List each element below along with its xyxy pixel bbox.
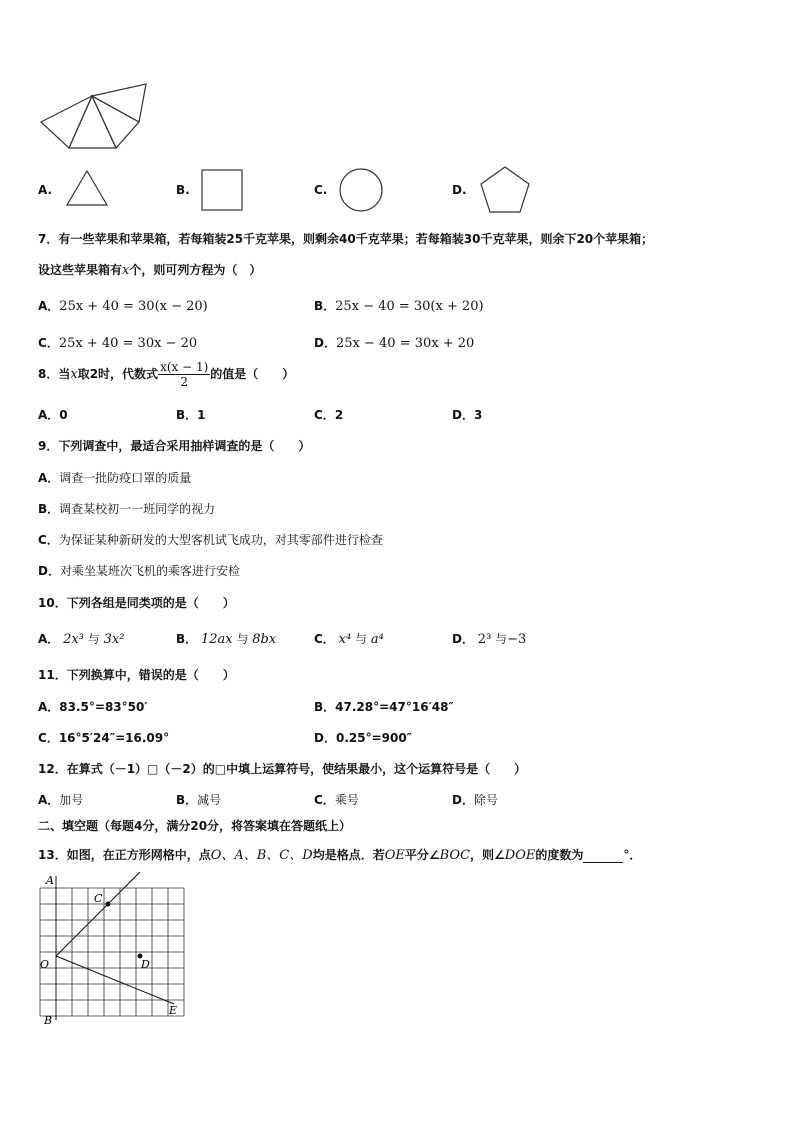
q8-option-d: D．3 xyxy=(452,408,483,422)
q9-stem: 9．下列调查中，最适合采用抽样调查的是（ ） xyxy=(38,439,311,453)
q7-option-c: C．25x + 40 = 30x − 20 xyxy=(38,336,198,351)
q11-option-c: C．16°5′24″=16.09° xyxy=(38,731,170,745)
q10-option-a: A． 2x³ 与 3x² xyxy=(38,632,125,647)
q7-stem-line1: 7．有一些苹果和苹果箱，若每箱装25千克苹果，则剩余40千克苹果；若每箱装30千克苹果，则余下20个苹果箱； xyxy=(38,232,654,246)
q6-net-figure xyxy=(38,80,198,160)
q10-option-d: D． 2³ 与−3 xyxy=(452,632,527,647)
q7-option-a: A．25x + 40 = 30(x − 20) xyxy=(38,299,208,314)
q12-option-b: B．减号 xyxy=(176,793,222,807)
circle-shape xyxy=(338,167,384,213)
q12-option-a: A．加号 xyxy=(38,793,84,807)
label-e: E xyxy=(169,1004,178,1017)
q13-grid-figure xyxy=(36,870,186,1030)
q10-option-b: B． 12ax 与 8bx xyxy=(176,632,277,647)
q8-option-c: C．2 xyxy=(314,408,344,422)
pentagon-shape xyxy=(477,164,533,216)
q11-stem: 11．下列换算中，错误的是（ ） xyxy=(38,668,235,682)
q9-option-d: D．对乘坐某班次飞机的乘客进行安检 xyxy=(38,564,240,578)
ray-oc xyxy=(56,872,140,956)
label-o: O xyxy=(40,958,50,971)
q8-option-b: B．1 xyxy=(176,408,206,422)
label-b: B xyxy=(44,1014,53,1027)
q7-option-b: B．25x − 40 = 30(x + 20) xyxy=(314,299,484,314)
q10-option-c: C． x⁴ 与 a⁴ xyxy=(314,632,384,647)
q8-fraction: $\frac{x(x - 1)}{2}$ xyxy=(160,360,209,389)
q8-stem: 8．当x取2时，代数式 $\frac{x(x - 1)}{2}$ 的值是（ ） xyxy=(38,360,295,389)
section-heading-fill-in: 二、填空题（每题4分，满分20分，将答案填在答题纸上） xyxy=(38,819,352,833)
q6-option-b-label: B. xyxy=(176,183,190,197)
ray-oe xyxy=(56,956,174,1004)
triangle-shape xyxy=(64,168,110,208)
label-c: C xyxy=(94,892,103,905)
q11-option-d: D．0.25°=900″ xyxy=(314,731,413,745)
q10-stem: 10．下列各组是同类项的是（ ） xyxy=(38,596,235,610)
q12-stem: 12．在算式（－1）□（－2）的□中填上运算符号，使结果最小，这个运算符号是（ ） xyxy=(38,762,527,776)
q9-option-b: B．调查某校初一一班同学的视力 xyxy=(38,502,216,516)
q6-option-c-label: C. xyxy=(314,183,328,197)
q7-option-d: D．25x − 40 = 30x + 20 xyxy=(314,336,475,351)
square-shape xyxy=(200,168,244,212)
q12-option-d: D．除号 xyxy=(452,793,498,807)
q8-option-a: A．0 xyxy=(38,408,68,422)
q6-option-a-label: A. xyxy=(38,183,53,197)
point-c xyxy=(106,902,111,907)
q6-option-d-label: D. xyxy=(452,183,467,197)
q12-option-c: C．乘号 xyxy=(314,793,359,807)
label-a: A xyxy=(46,874,54,887)
answer-blank xyxy=(583,850,623,863)
q7-stem-line2: 设这些苹果箱有x个，则可列方程为（ ） xyxy=(38,263,262,278)
q9-option-c: C．为保证某种新研发的大型客机试飞成功，对其零部件进行检查 xyxy=(38,533,383,547)
label-d: D xyxy=(141,958,150,971)
q11-option-b: B．47.28°=47°16′48″ xyxy=(314,700,454,714)
q9-option-a: A．调查一批防疫口罩的质量 xyxy=(38,471,192,485)
q11-option-a: A．83.5°=83°50′ xyxy=(38,700,148,714)
q13-stem: 13．如图，在正方形网格中，点O、A、B、C、D均是格点．若OE平分∠BOC，则∠DOE的度数为 °． xyxy=(38,848,642,863)
